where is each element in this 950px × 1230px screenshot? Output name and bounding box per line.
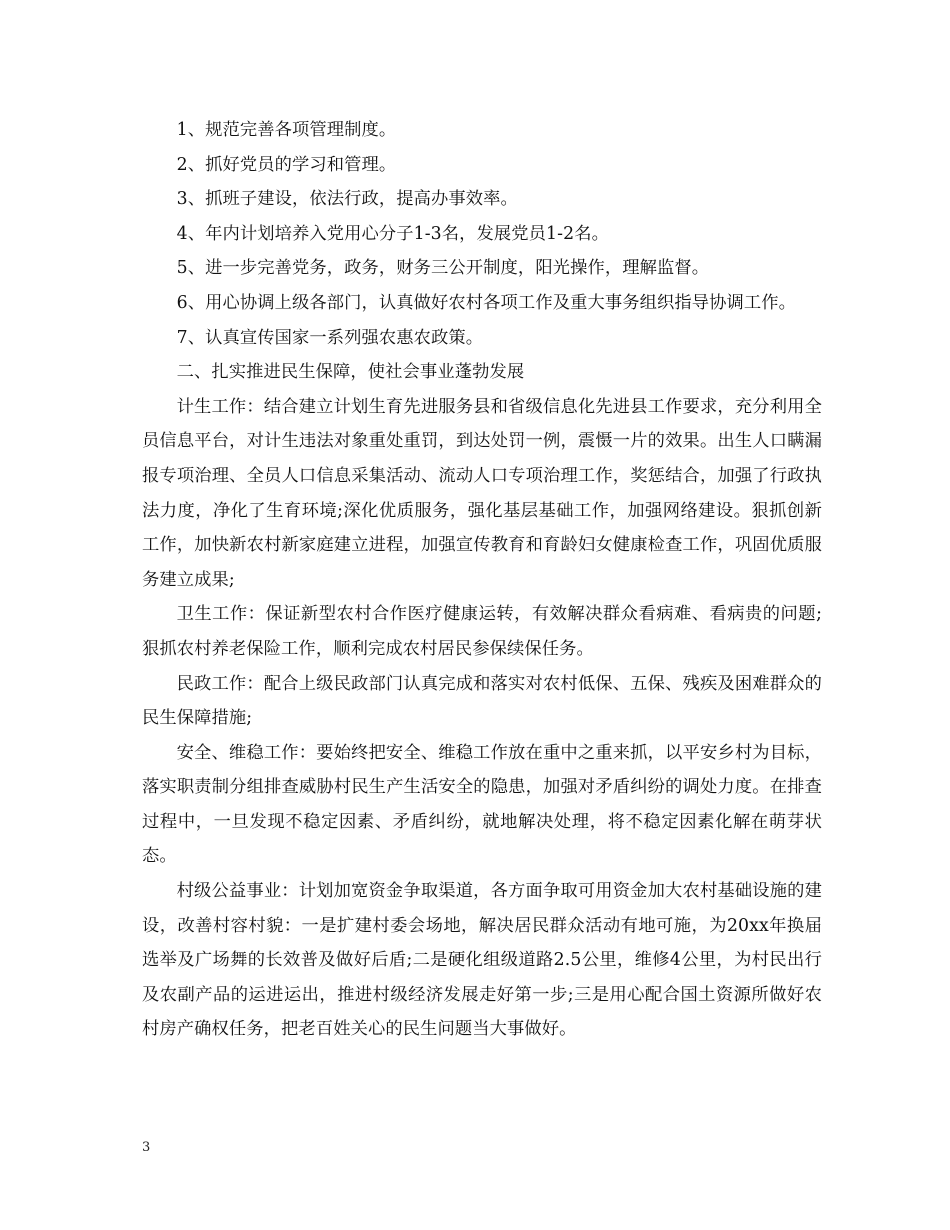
page-number: 3 xyxy=(142,1140,151,1155)
list-item-2: 2、抓好党员的学习和管理。 xyxy=(176,154,397,175)
paragraph-safety-stability: 安全、维稳工作：要始终把安全、维稳工作放在重中之重来抓，以平安乡村为目标，落实职责制分组排查威胁村民生产生活安全的隐患，加强对矛盾纠纷的调处力度。在排查过程中，一旦发现不稳定因素、矛盾纠纷，就地解决处理，将不稳定因素化解在萌芽状态。 xyxy=(142,742,822,867)
list-item-4: 4、年内计划培养入党用心分子1-3名，发展党员1-2名。 xyxy=(176,223,609,244)
paragraph-family-planning: 计生工作：结合建立计划生育先进服务县和省级信息化先进县工作要求，充分利用全员信息平台，对计生违法对象重处重罚，到达处罚一例，震慑一片的效果。出生人口瞒漏报专项治理、全员人口信息采集活动、流动人口专项治理工作，奖惩结合，加强了行政执法力度，净化了生育环境;深化优质服务，强化基层基础工作，加强网络建设。狠抓创新工作，加快新农村新家庭建立进程，加强宣传教育和育龄妇女健康检查工作，巩固优质服务建立成果; xyxy=(142,396,822,590)
paragraph-civil-affairs: 民政工作：配合上级民政部门认真完成和落实对农村低保、五保、残疾及困难群众的民生保障措施; xyxy=(142,673,822,729)
list-item-5: 5、进一步完善党务，政务，财务三公开制度，阳光操作，理解监督。 xyxy=(176,258,710,279)
list-item-6: 6、用心协调上级各部门，认真做好农村各项工作及重大事务组织指导协调工作。 xyxy=(176,292,797,313)
section-heading: 二、扎实推进民生保障，使社会事业蓬勃发展 xyxy=(176,362,525,383)
paragraph-public-welfare: 村级公益事业：计划加宽资金争取渠道，各方面争取可用资金加大农村基础设施的建设，改善村容村貌：一是扩建村委会场地，解决居民群众活动有地可施，为20xx年换届选举及广场舞的长效普及做好后盾;二是硬化组级道路2.5公里，维修4公里，为村民出行及农副产品的运进运出，推进村级经济发展走好第一步;三是用心配合国土资源所做好农村房产确权任务，把老百姓关心的民生问题当大事做好。 xyxy=(142,881,822,1040)
list-item-1: 1、规范完善各项管理制度。 xyxy=(176,120,397,140)
list-item-3: 3、抓班子建设，依法行政，提高办事效率。 xyxy=(176,189,518,210)
document-body xyxy=(142,113,822,1047)
paragraph-health: 卫生工作：保证新型农村合作医疗健康运转，有效解决群众看病难、看病贵的问题;狠抓农村养老保险工作，顺利完成农村居民参保续保任务。 xyxy=(142,604,822,659)
list-item-7: 7、认真宣传国家一系列强农惠农政策。 xyxy=(176,327,484,348)
